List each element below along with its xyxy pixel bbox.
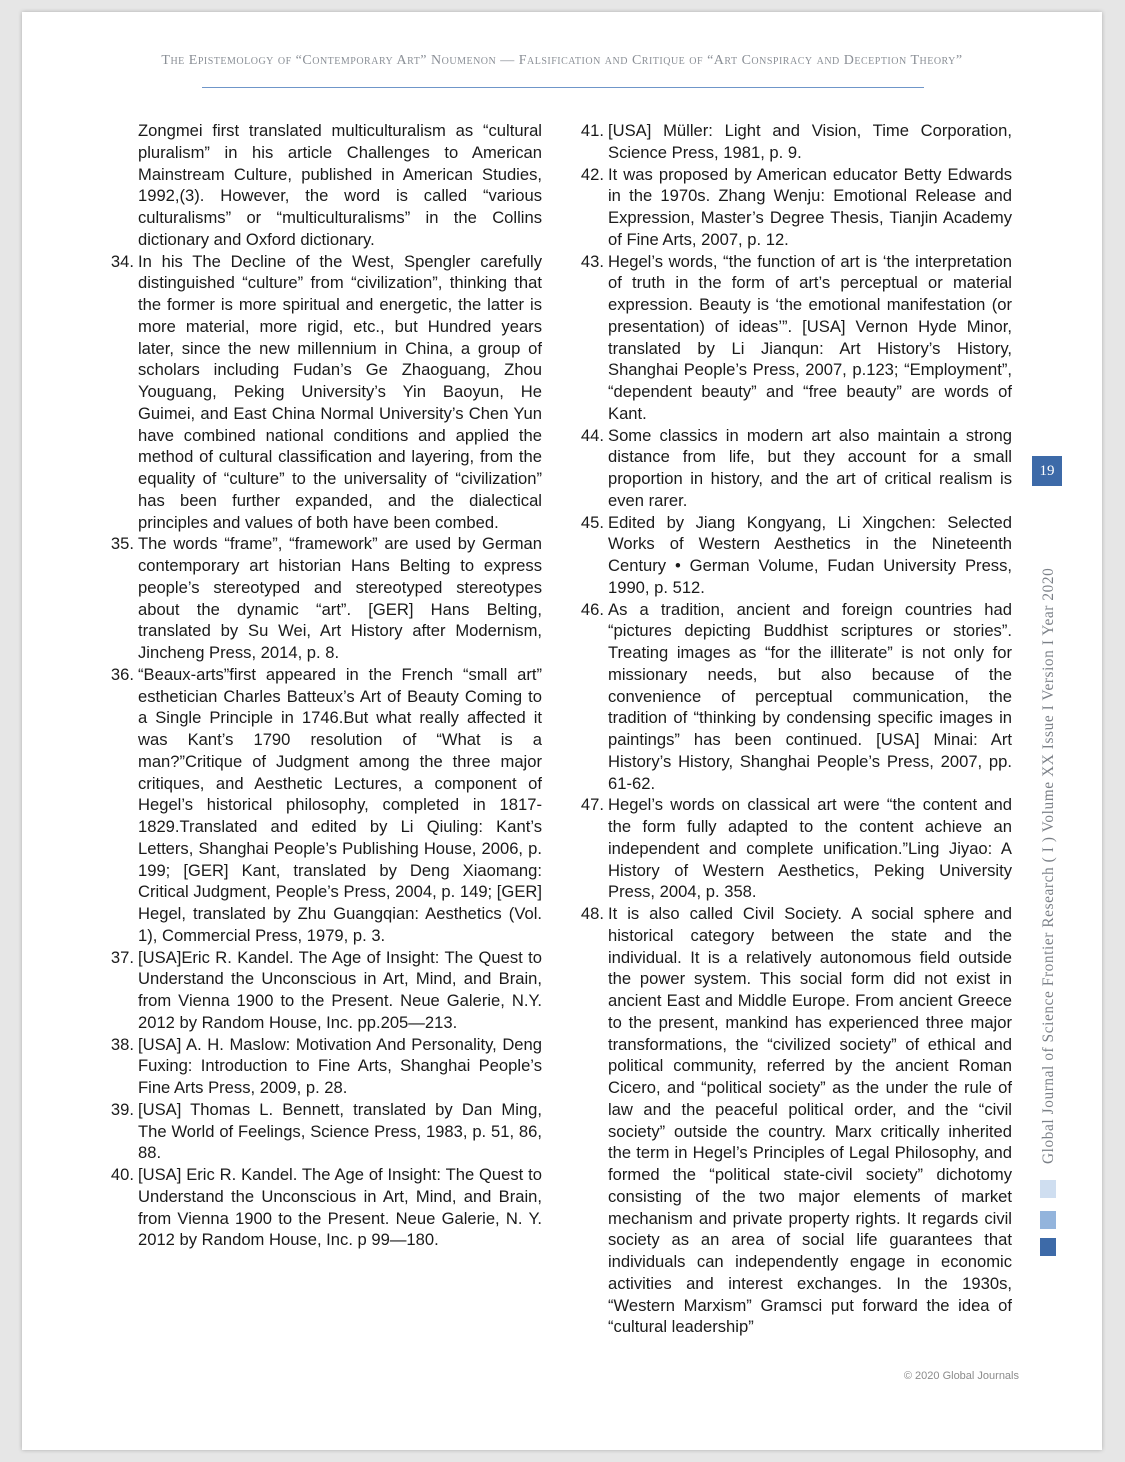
footnote-continuation: Zongmei first translated multiculturalism as “cultural pluralism” in his article Challenges to American Mainstream Culture, published in American Studies, 1992,(3). However, the word is called “various culturalisms” or “multiculturalisms” in the Collins dictionary and Oxford dictionary. <box>138 121 542 249</box>
footnote-47 <box>570 794 1012 903</box>
footnote-number: 46. <box>580 599 604 619</box>
footnote-text: [USA] Müller: Light and Vision, Time Corporation, Science Press, 1981, p. 9. <box>608 121 1012 162</box>
footnote-38 <box>100 1034 542 1099</box>
footnote-text: [USA] A. H. Maslow: Motivation And Personality, Deng Fuxing: Introduction to Fine Arts, Shanghai People’s Fine Arts Press, 2009, p. 28. <box>138 1034 542 1097</box>
footnote-text: As a tradition, ancient and foreign countries had “pictures depicting Buddhist scriptures or stories”. Treating images as “for the illiterate” is not only for missionary needs, but also because of the convenience of perceptual communication, the tradition of “thinking by condensing specific images in paintings” has been continued. [USA] Minai: Art History’s History, Shanghai People’s Press, 2007, pp. 61-62. <box>608 599 1012 793</box>
footnote-37 <box>100 947 542 1034</box>
footnote-text: [USA] Eric R. Kandel. The Age of Insight: The Quest to Understand the Unconscious in Art, Mind, and Brain, from Vienna 1900 to the Present. Neue Galerie, N. Y. 2012 by Random House, Inc. p 99—180. <box>138 1165 542 1250</box>
footnote-text: Edited by Jiang Kongyang, Li Xingchen: Selected Works of Western Aesthetics in the Nineteenth Century • German Volume, Fudan University Press, 1990, p. 512. <box>608 512 1012 597</box>
footnote-35 <box>100 533 542 664</box>
footnote-39 <box>100 1099 542 1164</box>
header-rule <box>202 87 924 88</box>
footnote-number: 41. <box>580 121 604 140</box>
footnote-text: It was proposed by American educator Betty Edwards in the 1970s. Zhang Wenju: Emotional Release and Expression, Master’s Degree Thesis, Tianjin Academy of Fine Arts, 2007, p. 12. <box>608 164 1012 249</box>
footnote-text: Hegel’s words, “the function of art is ‘the interpretation of truth in the form of art’s perceptual or material expression. Beauty is ‘the emotional manifestation (or presentation) of ideas’”. [USA] Vernon Hyde Minor, translated by Li Jianqun: Art History’s History, Shanghai People’s Press, 2007, p.123; “Employment”, “dependent beauty” and “free beauty” are words of Kant. <box>608 251 1012 423</box>
footnote-40 <box>100 1164 542 1251</box>
footnote-42 <box>570 164 1012 251</box>
footnote-number: 44. <box>580 425 604 445</box>
footnote-number: 48. <box>580 904 604 923</box>
footnote-number: 45. <box>580 512 604 532</box>
decorative-square-medium <box>1040 1211 1056 1229</box>
footnote-45 <box>570 512 1012 599</box>
footnote-number: 47. <box>580 795 604 815</box>
footnote-44 <box>570 425 1012 512</box>
footnote-number: 42. <box>580 164 604 184</box>
footnote-number: 37. <box>110 947 134 967</box>
footnote-text: [USA] Thomas L. Bennett, translated by Dan Ming, The World of Feelings, Science Press, 1983, p. 51, 86, 88. <box>138 1099 542 1163</box>
footnote-text: [USA]Eric R. Kandel. The Age of Insight: The Quest to Understand the Unconscious in Art, Mind, and Brain, from Vienna 1900 to the Present. Neue Galerie, N.Y. 2012 by Random House, Inc. pp.205—213. <box>138 947 542 1032</box>
footnote-number: 35. <box>110 534 134 554</box>
footnote-34 <box>100 251 542 534</box>
footnote-text: Some classics in modern art also maintain a strong distance from life, but they account for a small proportion in history, and the art of critical realism is even rarer. <box>608 425 1012 510</box>
footnote-36 <box>100 664 542 947</box>
footnote-number: 38. <box>110 1034 134 1054</box>
footnote-text: The words “frame”, “framework” are used by German contemporary art historian Hans Belting to express people’s stereotyped and stereotyped stereotypes about the dynamic “art”. [GER] Hans Belting, translated by Su Wei, Art History after Modernism, Jincheng Press, 2014, p. 8. <box>138 534 542 662</box>
decorative-square-dark <box>1040 1238 1056 1256</box>
footnote-number: 43. <box>580 251 604 271</box>
copyright-footer: © 2020 Global Journals <box>903 1370 1019 1382</box>
footnote-43 <box>570 251 1012 425</box>
footnote-number: 39. <box>110 1099 134 1119</box>
left-column <box>100 120 542 1251</box>
footnote-46 <box>570 599 1012 795</box>
footnote-number: 40. <box>110 1165 134 1184</box>
footnote-text: “Beaux-arts”first appeared in the French “small art” esthetician Charles Batteux’s Art of Beauty Coming to a Single Principle in 1746.But what really affected it was Kant’s 1790 resolution of “What is a man?”Critique of Judgment among the three major critiques, and Aesthetic Lectures, a component of Hegel’s historical philosophy, completed in 1817-1829.Translated and edited by Li Qiuling: Kant’s Letters, Shanghai People’s Publishing House, 2006, p. 199; [GER] Kant, translated by Deng Xiaomang: Critical Judgment, People’s Press, 2004, p. 149; [GER] Hegel, translated by Zhu Guangqian: Aesthetics (Vol. 1), Commercial Press, 1979, p. 3. <box>138 664 542 945</box>
footnote-48 <box>570 903 1012 1338</box>
footnote-text: It is also called Civil Society. A social sphere and historical category between the state and the individual. It is a relatively autonomous field outside the power system. This social form did not exist in ancient East and Middle Europe. From ancient Greece to the present, mankind has experienced three major transformations, the “civilized society” of ethical and political community, referred by the ancient Roman Cicero, and “political society” as the under the rule of law and the peaceful political order, and the “civil society” outside the country. Marx critically inherited the term in Hegel’s Principles of Legal Philosophy, and formed the “political state-civil society” dichotomy consisting of the two major elements of market mechanism and private property rights. It regards civil society as an area of social life guarantees that individuals can independently engage in economic activities and interest exchanges. In the 1930s, “Western Marxism” Gramsci put forward the idea of “cultural leadership” <box>608 904 1012 1337</box>
right-column <box>570 120 1012 1338</box>
footnote-text: In his The Decline of the West, Spengler carefully distinguished “culture” from “civilization”, thinking that the former is more spiritual and energetic, the latter is more material, more rigid, etc., but Hundred years later, since the new millennium in China, a group of scholars including Fudan’s Ge Zhaoguang, Zhou Youguang, Peking University’s Yin Baoyun, He Guimei, and East China Normal University’s Chen Yun have combined national conditions and applied the method of cultural classification and layering, from the equality of “culture” to the universality of “civilization” has been further expanded, and the dialectical principles and values of both have been combed. <box>138 251 542 532</box>
decorative-square-light <box>1040 1180 1056 1198</box>
journal-info-vertical: Global Journal of Science Frontier Research ( I ) Volume XX Issue I Version I Year 2020 <box>1040 567 1057 1164</box>
page-number-badge: 19 <box>1032 456 1062 486</box>
running-title: The Epistemology of “Contemporary Art” Noumenon — Falsification and Critique of “Art Conspiracy and Deception Theory” <box>161 53 963 68</box>
footnote-number: 36. <box>110 664 134 684</box>
footnote-number: 34. <box>110 251 134 271</box>
journal-page <box>22 12 1102 1450</box>
footnote-41 <box>570 120 1012 164</box>
footnote-text: Hegel’s words on classical art were “the content and the form fully adapted to the content achieve an independent and complete unification.”Ling Jiyao: A History of Western Aesthetics, Peking University Press, 2004, p. 358. <box>608 795 1012 902</box>
